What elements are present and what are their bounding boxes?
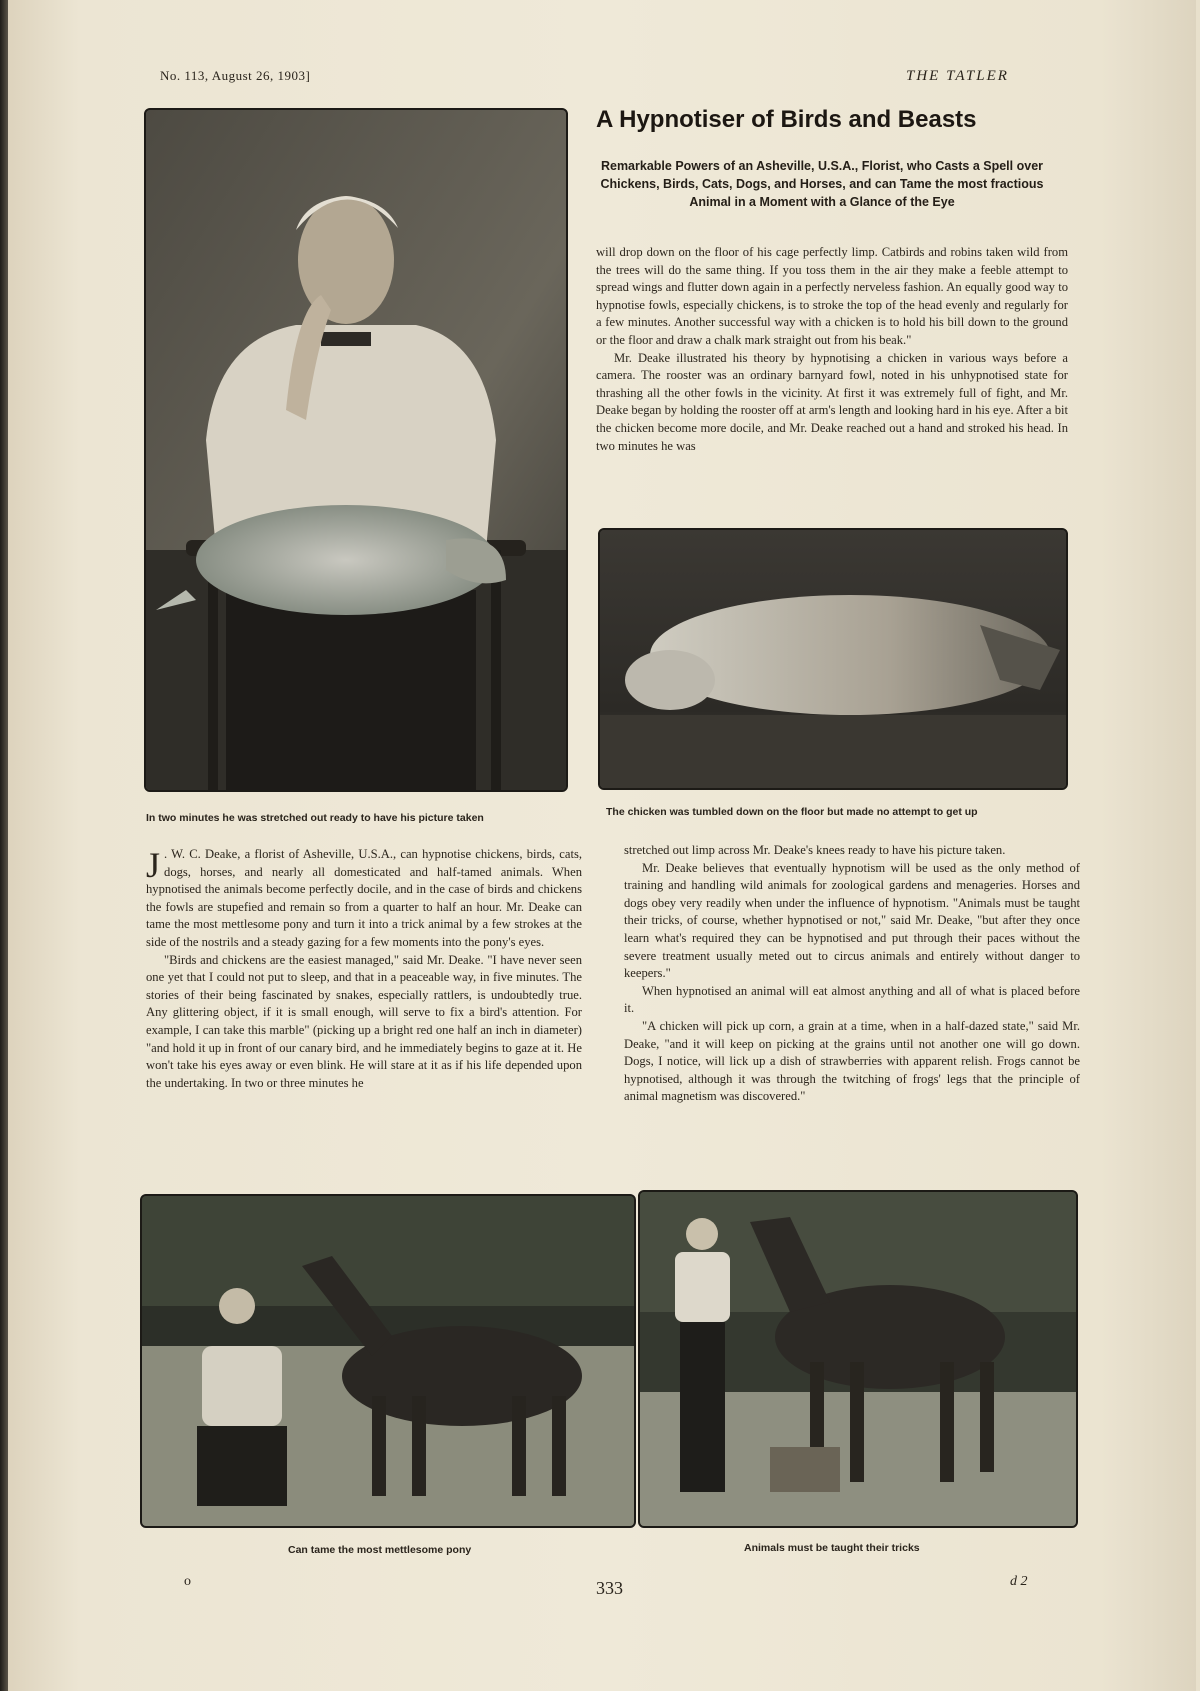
paragraph: "Birds and chickens are the easiest managed," said Mr. Deake. "I have never seen one yet that I could not put to sleep, and that in a peaceable way, in five minutes. The stories of their being fascinated by snakes, especially rattlers, is undoubtedly true. Any glittering object, if it is small enough, will serve to fix a bird's attention. For example, I can take this marble" (picking up a bright red one half an inch in diameter) "and hold it up in front of our canary bird, and he immediately begins to gaze at it. He won't take his eyes away or even blink. He will stare at it as if his life depended upon the undertaking. In two or three minutes he: [146, 952, 582, 1090]
lower-left-column: [146, 846, 582, 1092]
paragraph: Mr. Deake believes that eventually hypnotism will be used as the only method of training and handling wild animals for zoological gardens and menageries. Horses and dogs obey very readily when under the influence of hypnotism. "Animals must be taught their tricks, of course, whether hypnotised or not," said Mr. Deake, "but after they once learn what's required they can be hypnotised and put through their paces without the severe treatment usually meted out to circus animals and entirely without danger to keepers.": [624, 860, 1080, 981]
photo-pony-right: [638, 1190, 1078, 1528]
drop-cap: J: [146, 845, 161, 885]
caption-pony-left: Can tame the most mettlesome pony: [288, 1544, 472, 1556]
article-subtitle: Remarkable Powers of an Asheville, U.S.A., Florist, who Casts a Spell over Chickens, Birds, Cats, Dogs, and Horses, and can Tame the most fractious Animal in a Moment with a Glance of the Eye: [600, 159, 1044, 209]
photo-pony-left: [140, 1194, 636, 1528]
caption-pony-right: Animals must be taught their tricks: [744, 1542, 920, 1554]
paragraph-text: . W. C. Deake, a florist of Asheville, U.S.A., can hypnotise chickens, birds, cats, dogs, horses, and nearly all domesticated and half-tamed animals. When hypnotised the animals become perfectly docile, and in the case of birds and chickens the fowls are stupefied and remain so from a quarter to half an hour. Mr. Deake can tame the most mettlesome pony and turn it into a trick animal by a few strokes at the side of the nostrils and a steady gazing for a few moments into the pony's eyes.: [146, 847, 582, 949]
page-number: 333: [596, 1578, 623, 1598]
paragraph: When hypnotised an animal will eat almost anything and all of what is placed before it.: [624, 983, 1080, 1016]
chicken-on-floor-image: [600, 530, 1066, 788]
article-title: A Hypnotiser of Birds and Beasts: [596, 106, 977, 133]
man-standing-with-pony-image: [640, 1192, 1076, 1526]
book-spine: [0, 0, 8, 1691]
photo-chicken-on-floor: [598, 528, 1068, 790]
signature-mark: d 2: [1010, 1574, 1028, 1589]
footer-left-mark: o: [184, 1574, 191, 1589]
paragraph: "A chicken will pick up corn, a grain at a time, when in a half-dazed state," said Mr. Deake, "and it will keep on picking at the grains until not another one will go down. Dogs, I notice, will lick up a dish of strawberries with apparent relish. Frogs cannot be hypnotised, although it was through the twitching of frogs' legs that the principle of animal magnetism was discovered.": [624, 1018, 1080, 1104]
lower-right-column: [624, 842, 1080, 1106]
issue-header: No. 113, August 26, 1903]: [160, 68, 311, 83]
paragraph: will drop down on the floor of his cage perfectly limp. Catbirds and robins taken wild from the trees will do the same thing. If you toss them in the air they make a feeble attempt to spread wings and flutter down again in a perfectly nerveless fashion. An equally good way to hypnotise fowls, especially chickens, is to stroke the top of the head evenly and regularly for a few minutes. Another successful way with a chicken is to hold his bill down to the ground or the floor and draw a chalk mark straight out from his beak.": [596, 245, 1068, 347]
top-right-column: [596, 244, 1068, 455]
caption-chicken-on-floor: The chicken was tumbled down on the floor but made no attempt to get up: [606, 806, 978, 818]
man-seated-with-pony-image: [142, 1196, 634, 1526]
paragraph: stretched out limp across Mr. Deake's knees ready to have his picture taken.: [624, 843, 1006, 857]
man-with-chicken-image: [146, 110, 566, 790]
caption-man-with-chicken: In two minutes he was stretched out ready to have his picture taken: [146, 812, 484, 824]
paragraph: [146, 846, 582, 952]
magazine-title: THE TATLER: [906, 68, 1009, 84]
photo-man-with-chicken: [144, 108, 568, 792]
paragraph: Mr. Deake illustrated his theory by hypnotising a chicken in various ways before a camera. The rooster was an ordinary barnyard fowl, noted in his unhypnotised state for thrashing all the other fowls in the vicinity. At first it was extremely full of fight, and Mr. Deake began by holding the rooster off at arm's length and looking hard in his eye. After a bit the chicken become more docile, and Mr. Deake reached out a hand and stroked his head. In two minutes he was: [596, 350, 1068, 453]
